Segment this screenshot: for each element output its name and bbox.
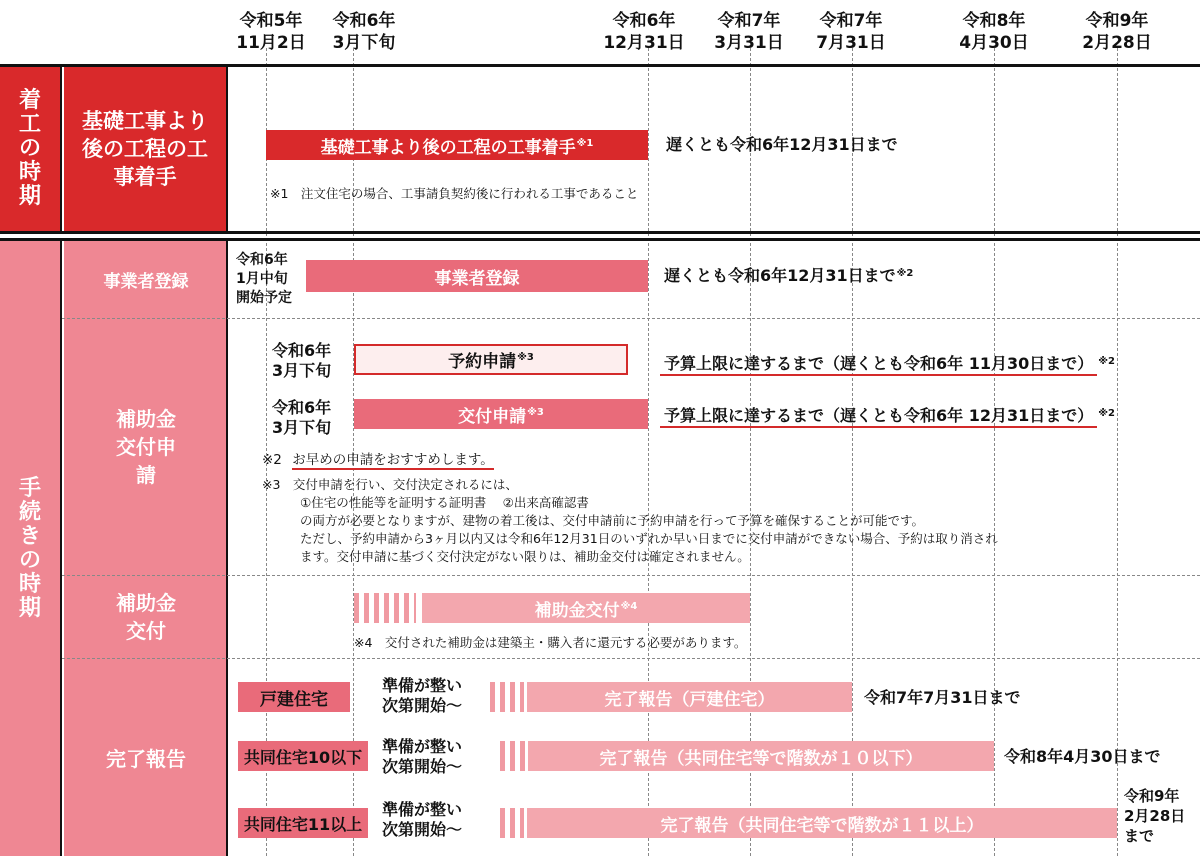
completion-start-1: 準備が整い 次第開始〜 — [382, 676, 463, 715]
procedure-category: 手続きの時期 — [0, 241, 62, 856]
header-date-7: 令和9年 2月28日 — [1082, 11, 1152, 53]
completion-label: 完了報告 — [106, 746, 186, 771]
grant-label: 補助金交付 — [116, 590, 176, 643]
registration-start: 令和6年 1月中旬 開始予定 — [236, 252, 292, 306]
reserve-deadline: 予算上限に達するまで（遅くとも令和6年 11月30日まで） $^{※2}$ — [660, 354, 1115, 374]
date-line-6 — [994, 48, 995, 856]
construction-deadline: 遅くとも令和6年12月31日まで — [666, 135, 898, 154]
construction-note-1: ※1 注文住宅の場合、工事請負契約後に行われる工事であること — [270, 186, 639, 201]
completion-stripes-2 — [500, 741, 526, 771]
completion-type-apartment-11: 共同住宅11以上 — [238, 808, 368, 838]
header-date-5: 令和7年 7月31日 — [816, 11, 886, 53]
application-label: 補助金交付申請 — [116, 406, 176, 487]
completion-start-3: 準備が整い 次第開始〜 — [382, 800, 463, 839]
registration-deadline: 遅くとも令和6年12月31日まで$^{※2}$ — [664, 266, 914, 285]
registration-bar: 事業者登録 — [306, 260, 648, 292]
construction-category: 着工の時期 — [0, 67, 62, 231]
row-separator-1 — [62, 318, 1200, 319]
note-3-line-2: ①住宅の性能等を証明する証明書 ②出来高確認書 — [300, 495, 589, 510]
completion-type-apartment-10: 共同住宅10以下 — [238, 741, 368, 771]
completion-start-2: 準備が整い 次第開始〜 — [382, 737, 463, 776]
completion-bar-2: 完了報告（共同住宅等で階数が１０以下） — [528, 741, 994, 771]
header-date-3: 令和6年 12月31日 — [603, 11, 685, 53]
construction-start-bar: 基礎工事より後の工程の工事着手 $^{※1}$ — [266, 130, 648, 160]
note-3-line-3: の両方が必要となりますが、建物の着工後は、交付申請前に予約申請を行って予算を確保することが可能です。 — [300, 513, 925, 528]
completion-deadline-1: 令和7年7月31日まで — [864, 688, 1021, 707]
header-date-4: 令和7年 3月31日 — [714, 11, 784, 53]
date-line-3 — [648, 48, 649, 856]
completion-type-detached: 戸建住宅 — [238, 682, 350, 712]
grant-app-bar: 交付申請 $^{※3}$ — [354, 399, 648, 429]
note-2: ※2 お早めの申請をおすすめします。 — [262, 452, 494, 468]
completion-deadline-2: 令和8年4月30日まで — [1004, 747, 1161, 766]
completion-bar-3: 完了報告（共同住宅等で階数が１１以上） — [527, 808, 1117, 838]
row-separator-2 — [62, 575, 1200, 576]
completion-stripes-3 — [500, 808, 524, 838]
row-separator-3 — [62, 658, 1200, 659]
registration-label: 事業者登録 — [103, 272, 189, 292]
header-date-2: 令和6年 3月下旬 — [332, 11, 396, 53]
grant-app-deadline: 予算上限に達するまで（遅くとも令和6年 12月31日まで） $^{※2}$ — [660, 406, 1115, 426]
date-line-5 — [852, 48, 853, 856]
grant-bar: 補助金交付 $^{※4}$ — [422, 593, 750, 623]
reserve-bar: 予約申請 $^{※3}$ — [354, 344, 628, 375]
completion-deadline-3: 令和9年 2月28日 まで — [1124, 787, 1186, 845]
date-line-4 — [750, 48, 751, 856]
completion-stripes-1 — [490, 682, 524, 712]
reserve-start: 令和6年 3月下旬 — [272, 341, 332, 380]
date-line-7 — [1117, 48, 1118, 856]
note-3-line-5: ます。交付申請に基づく交付決定がない限りは、補助金交付は確定されません。 — [300, 549, 750, 564]
grant-app-start: 令和6年 3月下旬 — [272, 398, 332, 437]
grant-stripes — [354, 593, 416, 623]
header-date-6: 令和8年 4月30日 — [959, 11, 1029, 53]
header-date-1: 令和5年 11月2日 — [236, 11, 306, 53]
construction-subcategory: 基礎工事より後の工程の工事着手 — [64, 67, 228, 231]
section-divider — [0, 231, 1200, 234]
grant-note: ※4 交付された補助金は建築主・購入者に還元する必要があります。 — [354, 635, 747, 650]
note-3-line-4: ただし、予約申請から3ヶ月以内又は令和6年12月31日のいずれか早い日までに交付申請ができない場合、予約は取り消され — [300, 531, 998, 546]
note-3-line-1: ※3 交付申請を行い、交付決定されるには、 — [262, 477, 518, 492]
completion-bar-1: 完了報告（戸建住宅） — [527, 682, 852, 712]
